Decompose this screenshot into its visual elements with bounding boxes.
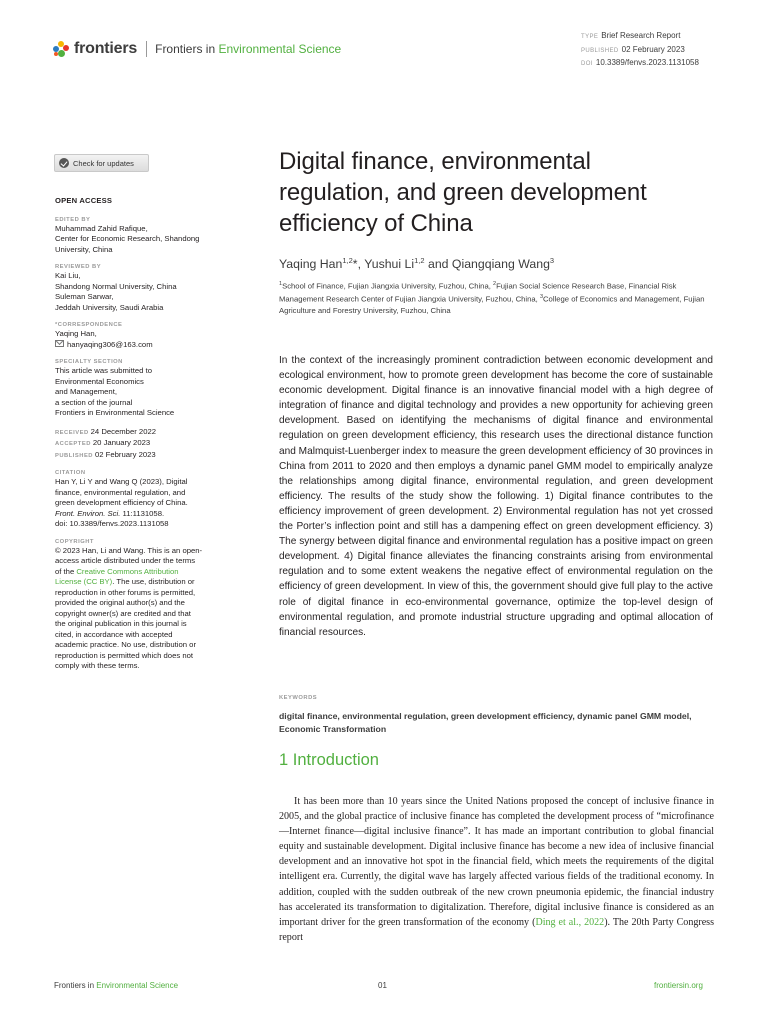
citation-section: CITATION Han Y, Li Y and Wang Q (2023), Digital finance, environmental regulation, and green development efficiency of China. Front. Environ. Sci. 11:1131058. doi: 10.3389/fenvs.2023.1131058	[55, 469, 235, 530]
article-title: Digital finance, environmental regulation, and green development efficiency of China	[279, 148, 647, 237]
abstract: In the context of the increasingly prominent contradiction between economic development and ecological environment, how to promote green development has become the core of sustainable economic development. Digital finance is an innovative financial model with a high degree of integration of finance and digital technology and provides a new opportunity for achieving green development. Based on identifying the mechanisms of digital finance and environmental regulation on green development efficiency, this research uses the directional distance function and Malmquist-Luenberger index to measure the green development efficiency of 30 provinces in China from 2011 to 2020 and then employs a dynamic panel GMM model to empirically analyze the relationships among digital finance, environmental regulation, and green development efficiency. The results of the study show the following. 1) Digital finance contributes to the efficiency improvement of green development. 2) Environmental regulation has not yet crossed the Porter’s inflection point and still has a dampening effect on green development efficiency. 3) The synergy between digital finance and environmental regulation has a positive impact on green development. 4) Digital finance alleviates the financing constraints arising from environmental regulation and to some extent weakens the negative effect of environmental regulation on the efficiency of green development. In view of this, the government should give full play to the active role of digital finance in eco-environmental governance, optimize the top-level design of environmental regulation, and promote industrial structure upgrading and optimal allocation of financial resources.	[279, 355, 713, 638]
author-name[interactable]: Yushui Li	[364, 257, 415, 272]
frontiers-logo-icon	[53, 41, 70, 58]
header-divider	[146, 41, 147, 57]
check-icon	[59, 158, 69, 168]
author-list: Yaqing Han$^{1,2}$*, Yushui Li$^{1,2}$ and Qiangqiang Wang$^3$	[279, 256, 555, 272]
citation-link[interactable]: Ding et al., 2022	[535, 916, 605, 928]
page-number: 01	[378, 981, 387, 990]
frontiers-logo-text: frontiers	[74, 40, 138, 57]
citation-doi[interactable]: doi: 10.3389/fenvs.2023.1131058	[55, 519, 169, 528]
check-for-updates-button[interactable]: Check for updates	[54, 154, 149, 172]
footer-journal: Frontiers in Environmental Science	[54, 981, 179, 990]
keywords: digital finance, environmental regulation, green development efficiency, dynamic panel GMM model, Economic Transformation	[279, 711, 692, 734]
dates-section: RECEIVED 24 December 2022 ACCEPTED 20 January 2023 PUBLISHED 02 February 2023	[55, 426, 157, 459]
journal-name[interactable]: Frontiers in Environmental Science	[155, 42, 342, 56]
affiliations: $^1$School of Finance, Fujian Jiangxia University, Fuzhou, China, $^2$Fujian Social Science Research Base, Financial Risk Management Research Center of Fujian Jiangxia University, Fuzhou, China, $^3$College of Economics and Management, Fujian Agriculture and Forestry University, Fuzhou, China	[279, 281, 705, 315]
article-meta	[581, 30, 699, 71]
sidebar	[55, 196, 235, 680]
reviewed-by-section: REVIEWED BY Kai Liu, Shandong Normal University, China Suleman Sarwar, Jeddah University, Saudi Arabia	[55, 264, 177, 312]
article-published-date: PUBLISHED 02 February 2023	[581, 44, 685, 54]
correspondence-section: *CORRESPONDENCE Yaqing Han, hanyaqing306@163.com	[55, 322, 153, 349]
section-heading: 1 Introduction	[279, 751, 379, 769]
cc-license-link[interactable]: Creative Commons Attribution	[76, 566, 179, 576]
author-name[interactable]: Yaqing Han	[279, 257, 343, 272]
article-type: TYPE Brief Research Report	[581, 31, 681, 40]
copyright-section: COPYRIGHT © 2023 Han, Li and Wang. This is an open- access article distributed under the terms of the Creative Commons Attribution License (CC BY). The use, distribution or reproduction in other forums is permitted, provided the original author(s) and the copyright owner(s) are credited and that the original publication in this journal is cited, in accordance with accepted academic practice. No use, distribution or reproduction is permitted which does not comply with these terms.	[55, 538, 203, 670]
correspondence-email[interactable]: hanyaqing306@163.com	[67, 339, 153, 349]
edited-by-section: EDITED BY Muhammad Zahid Rafique, Center for Economic Research, Shandong University, China	[55, 216, 200, 254]
cc-license-link-2[interactable]: License (CC BY)	[55, 577, 113, 586]
article-doi: DOI 10.3389/fenvs.2023.1131058	[581, 58, 699, 68]
journal-header	[53, 39, 341, 59]
introduction-paragraph: It has been more than 10 years since the United Nations proposed the concept of inclusive finance in 2005, and the global practice of inclusive finance has completed the development process of “microfinance—Internet finance—digital inclusive finance”. It has made an important contribution to global financial equity and sustainable development. Digital inclusive finance has become a new idea of inclusive financial development and an innovative hot spot in the financial field, which meets the requirements of the digital intelligent era. Currently, the digital wave has largely affected various fields of the traditional economy. In addition, coupled with the sudden outbreak of the new crown pneumonia epidemic, the financial industry has accelerated its transformation to digitalization. Therefore, digital inclusive finance is considered as an important driver for the green transformation of the economy (Ding et al., 2022). The 20th Party Congress report	[279, 796, 714, 943]
mail-icon	[55, 340, 64, 347]
open-access-label: OPEN ACCESS	[55, 196, 113, 205]
author-name[interactable]: Qiangqiang Wang	[451, 257, 550, 272]
footer-site-link[interactable]: frontiersin.org	[654, 981, 703, 990]
specialty-section: SPECIALTY SECTION This article was submitted to Environmental Economics and Management, a section of the journal Frontiers in Environmental Science	[55, 359, 175, 417]
keywords-label: KEYWORDS	[279, 695, 318, 701]
